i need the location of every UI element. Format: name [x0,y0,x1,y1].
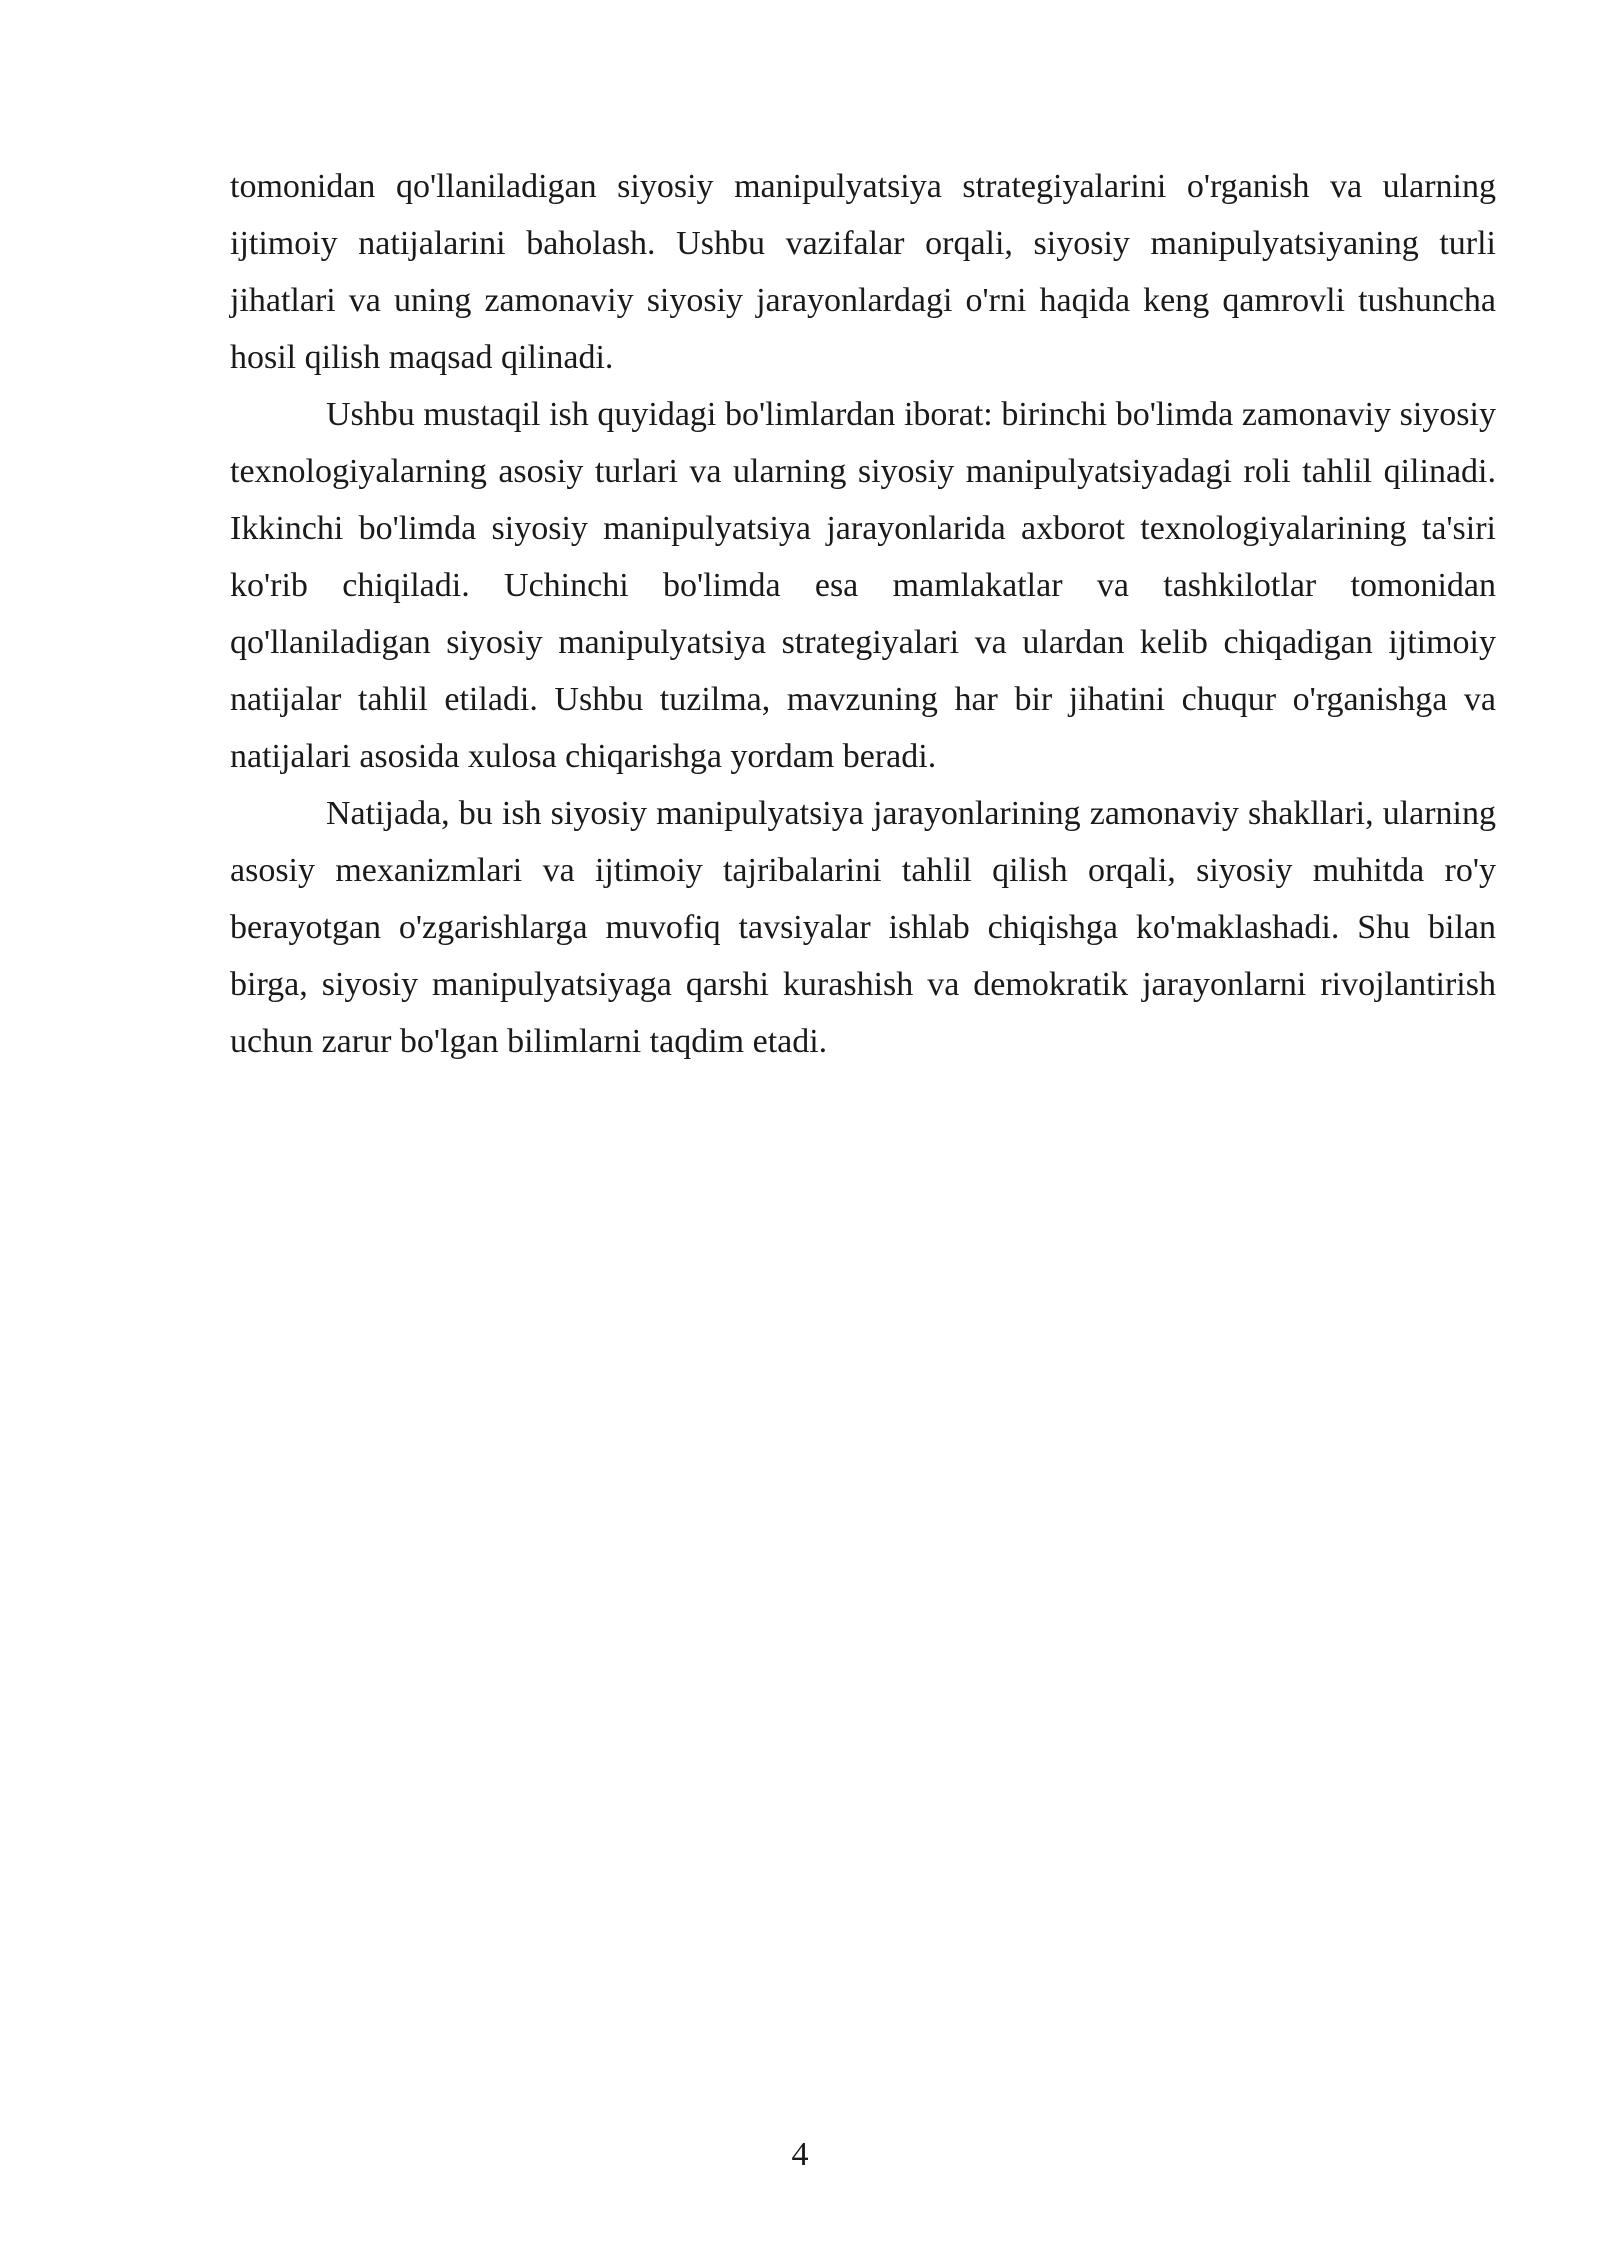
page-number: 4 [791,2136,809,2173]
paragraph-continuation: tomonidan qo'llaniladigan siyosiy manipulyatsiya strategiyalarini o'rganish va ularning ijtimoiy natijalarini baholash. Ushbu vazifalar orqali, siyosiy manipulyatsiyaning turli jihatlari va uning zamonaviy siyosiy jarayonlardagi o'rni haqida keng qamrovli tushuncha hosil qilish maqsad qilinadi. [230,168,1496,376]
body-text [230,158,1496,1070]
paragraph-conclusion: Natijada, bu ish siyosiy manipulyatsiya jarayonlarining zamonaviy shakllari, ularning asosiy mexanizmlari va ijtimoiy tajribalarini tahlil qilish orqali, siyosiy muhitda ro'y berayotgan o'zgarishlarga muvofiq tavsiyalar ishlab chiqishga ko'maklashadi. Shu bilan birga, siyosiy manipulyatsiyaga qarshi kurashish va demokratik jarayonlarni rivojlantirish uchun zarur bo'lgan bilimlarni taqdim etadi. [230,795,1496,1060]
paragraph-structure: Ushbu mustaqil ish quyidagi bo'limlardan iborat: birinchi bo'limda zamonaviy siyosiy texnologiyalarning asosiy turlari va ularning siyosiy manipulyatsiyadagi roli tahlil qilinadi. Ikkinchi bo'limda siyosiy manipulyatsiya jarayonlarida axborot texnologiyalarining ta'siri ko'rib chiqiladi. Uchinchi bo'limda esa mamlakatlar va tashkilotlar tomonidan qo'llaniladigan siyosiy manipulyatsiya strategiyalari va ulardan kelib chiqadigan ijtimoiy natijalar tahlil etiladi. Ushbu tuzilma, mavzuning har bir jihatini chuqur o'rganishga va natijalari asosida xulosa chiqarishga yordam beradi. [230,396,1496,775]
